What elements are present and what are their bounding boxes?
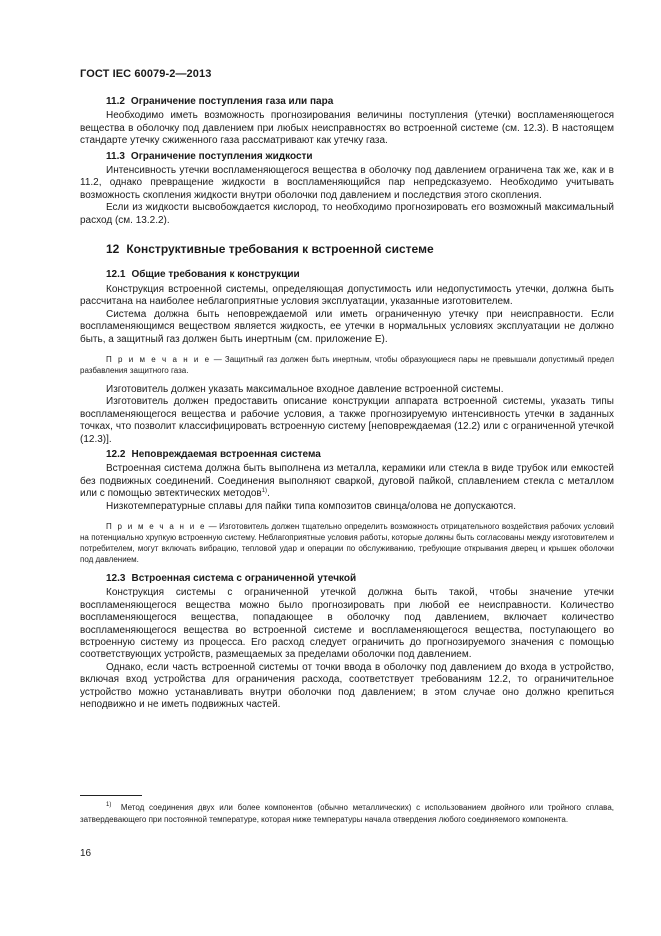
footnote-ref[interactable]: 1): [261, 488, 268, 495]
paragraph: Если из жидкости высвобождается кислород, то необходимо прогнозировать его возможный максимальный расход (см. 13.2.2).: [80, 202, 614, 226]
section-11-2-heading: [80, 96, 614, 108]
paragraph: Конструкция встроенной системы, определяющая допустимость или недопустимость утечки, должна быть рассчитана на наиболее неблагоприятные условия эксплуатации, указанные изготовителем.: [80, 283, 614, 308]
section-title: Встроенная система с ограниченной утечкой: [131, 572, 357, 584]
paragraph: [80, 463, 614, 500]
note-label: П р и м е ч а н и е: [106, 354, 211, 364]
section-12-1-heading: [80, 269, 614, 281]
note: [80, 354, 614, 376]
section-number: 12.2: [106, 448, 126, 460]
paragraph-end: .: [267, 488, 270, 500]
section-title: Ограничение поступления жидкости: [130, 150, 313, 162]
note-text: — Защитный газ должен быть инертным, чтобы образующиеся пары не превышали допустимый предел разбавления защитного газа.: [80, 354, 614, 375]
paragraph: Конструкция системы с ограниченной утечкой должна быть такой, чтобы значение утечки воспламеняющегося вещества можно было прогнозировать при любой ее неисправности. Количество воспламеняющегося вещества, попадающее в оболочку под давлением, включает количество воспламеняющегося вещества во встроенной системе и воспламеняющегося вещества, поступающего во встроенную систему из процесса. Его расход следует ограничить до прогнозируемого значения с помощью соответствующих устройств, размещаемых за пределами оболочки под давлением.: [80, 587, 614, 661]
section-11-3-heading: [80, 151, 614, 163]
section-number: 11.3: [106, 150, 125, 162]
paragraph: Система должна быть неповреждаемой или иметь ограниченную утечку при неисправности. Если воспламеняющимся веществом является жидкость, ее утечки в нормальных условиях эксплуатации не должно быть, а защитный газ должен быть инертным (см. приложение Е).: [80, 308, 614, 345]
paragraph-text: Встроенная система должна быть выполнена из металла, керамики или стекла в виде трубок или емкостей без подвижных соединений. Соединения выполняют сваркой, дуговой пайкой, сплавлением стекла с металлом или с помощью эвтектических методов: [80, 463, 614, 500]
paragraph: Изготовитель должен указать максимальное входное давление встроенной системы.: [106, 383, 504, 395]
page-body: [80, 96, 614, 711]
note-label: П р и м е ч а н и е: [106, 521, 207, 531]
section-title: Ограничение поступления газа или пара: [130, 96, 334, 107]
footnote-divider: [80, 795, 142, 796]
section-12-heading: [80, 243, 614, 255]
paragraph: Интенсивность утечки воспламеняющегося вещества в оболочку под давлением ограничена так же, как и в 11.2, однако превращение жидкости в воспламеняющийся пар непредсказуемо. Необходимо учитывать возможность скопления жидкости внутри оболочки под давлением и последствия этого скопления.: [80, 165, 614, 201]
document-header: ГОСТ IEC 60079-2—2013: [80, 68, 212, 80]
note: [80, 521, 614, 565]
section-12-2-heading: [80, 449, 614, 461]
paragraph: Изготовитель должен предоставить описание конструкции аппарата встроенной системы, указать типы воспламеняющегося вещества и рабочие условия, а также прогнозируемую интенсивность утечки в заданных точках, что позволит классифицировать встроенную систему [неповреждаемая (12.2) или с ограниченной утечкой (12.3)].: [80, 396, 614, 445]
section-12-3-heading: [80, 573, 614, 585]
paragraph: Однако, если часть встроенной системы от точки ввода в оболочку под давлением до входа в устройство, включая вход устройства для ограничения расхода, соответствует требованиям 12.2, то ограничительное устройство можно устанавливать внутри оболочки под давлением; в этом случае оно должно крепиться неподвижно и не иметь подвижных частей.: [80, 661, 614, 711]
footnote-text: Метод соединения двух или более компонентов (обычно металлических) с использованием двойного или тройного сплава, затвердевающего при постоянной температуре, которая ниже температуры начала отвердения любого соединяемого компонента.: [80, 803, 614, 824]
section-title: Конструктивные требования к встроенной системе: [126, 242, 434, 257]
note-text: — Изготовитель должен тщательно определить возможность отрицательного воздействия рабочих условий на потенциально хрупкую встроенную систему. Неблагоприятные условия работы, которые должны быть согласованы между изготовителем и потребителем, могут включать вибрацию, тепловой удар и операции по обслуживанию, требующие открывания дверец и крышек оболочки под давлением.: [80, 521, 614, 564]
page-number: 16: [80, 848, 92, 859]
section-title: Неповреждаемая встроенная система: [131, 448, 321, 460]
section-number: 11.2: [106, 96, 125, 107]
paragraph: Необходимо иметь возможность прогнозирования величины поступления (утечки) воспламеняющегося вещества в оболочку под давлением при любых неисправностях во встроенной системе (см. 12.3). В настоящем стандарте утечку сжиженного газа рассматривают как утечку газа.: [80, 110, 614, 147]
section-title: Общие требования к конструкции: [131, 269, 300, 281]
footnote-body: [80, 802, 614, 826]
section-number: 12.3: [106, 572, 126, 584]
paragraph: Низкотемпературные сплавы для пайки типа композитов свинца/олова не допускаются.: [106, 500, 516, 512]
section-number: 12.1: [106, 269, 126, 281]
section-number: 12: [106, 242, 120, 257]
footnote-mark: 1): [106, 802, 112, 808]
footnote: [80, 802, 614, 826]
